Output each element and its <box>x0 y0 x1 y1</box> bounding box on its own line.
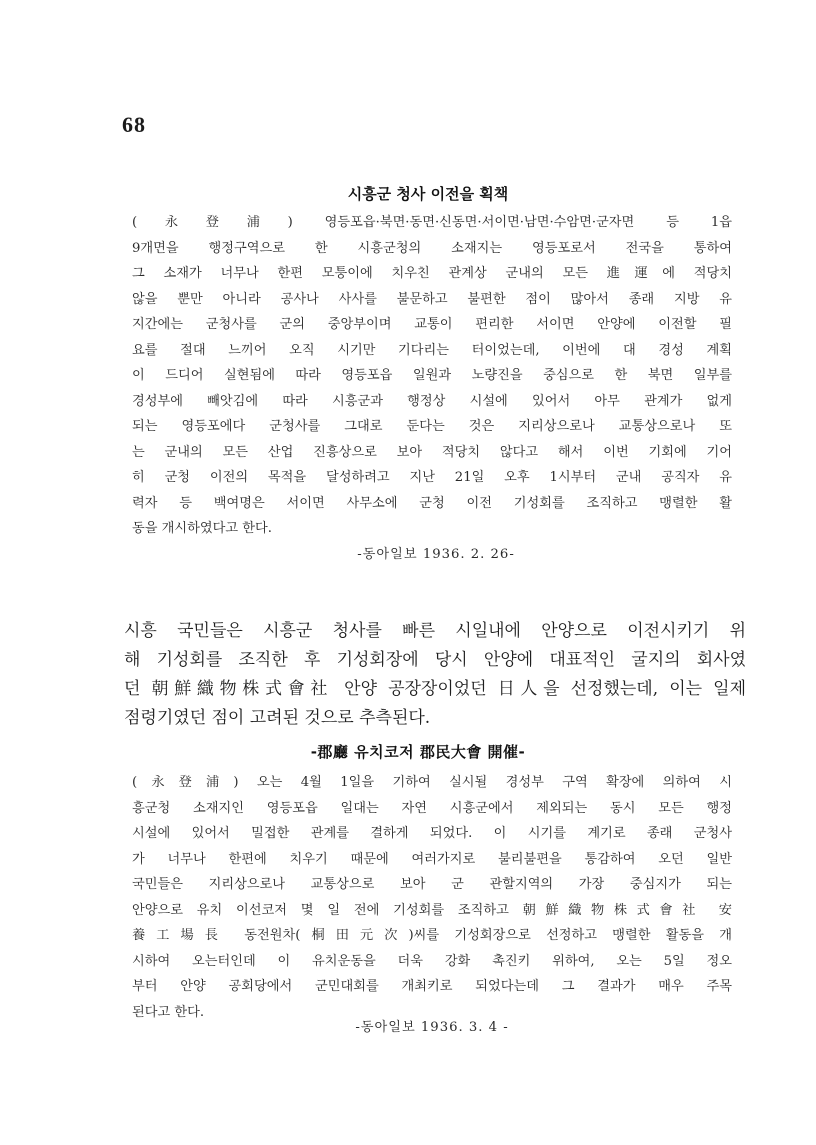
article-line: 가 너무나 한편에 치우기 때문에 여러가지로 불리불편을 통감하여 오던 일반 <box>132 851 732 867</box>
article-line: 이 드디어 실현됨에 따라 영등포읍 일원과 노량진을 중심으로 한 북면 일부를 <box>132 368 732 383</box>
article-line: 안양으로 유치 이선코저 몇 일 전에 기성회를 조직하고 朝鮮織物株式會社 安 <box>132 902 732 918</box>
article-line: 경성부에 빼앗김에 따라 시흥군과 행정상 시설에 있어서 아무 관계가 없게 <box>132 393 732 409</box>
article-line: (永登浦) 오는 4월 1일을 기하여 실시될 경성부 구역 확장에 의하여 시 <box>132 775 732 790</box>
article-line: 9개면을 행정구역으로 한 시흥군청의 소재지는 영등포로서 전국을 통하여 <box>132 240 732 256</box>
article-source: -동아일보 1936. 3. 4 - <box>355 1020 509 1035</box>
article-body <box>132 770 732 1025</box>
article-line: 養工場長 동전원차(桐田元次)씨를 기성회장으로 선정하고 맹렬한 활동을 개 <box>132 928 732 943</box>
commentary-line: 시흥 국민들은 시흥군 청사를 빠른 시일내에 안양으로 이전시키기 위 <box>124 621 746 641</box>
article-body <box>132 210 732 542</box>
article-line: 시설에 있어서 밀접한 관계를 결하게 되었다. 이 시기를 계기로 종래 군청사 <box>132 826 732 841</box>
article-title: -郡廳 유치코저 郡民大會 開催- <box>310 743 526 761</box>
article-source: -동아일보 1936. 2. 26- <box>357 547 515 562</box>
article-line: 부터 안양 공회당에서 군민대회를 개최키로 되었다는데 그 결과가 매우 주목 <box>132 979 732 994</box>
article-line: 동을 개시하였다고 한다. <box>132 521 272 536</box>
article-line: (永登浦) 영등포읍·북면·동면·신동면·서이면·남면·수암면·군자면 등 1읍 <box>132 215 732 230</box>
page-number: 68 <box>122 112 146 137</box>
article-line: 시하여 오는터인데 이 유치운동을 더욱 강화 촉진키 위하여, 오는 5일 정오 <box>132 953 732 969</box>
article-line: 된다고 한다. <box>132 1004 205 1020</box>
article-line: 국민들은 지리상으로나 교통상으로 보아 군 관할지역의 가장 중심지가 되는 <box>132 877 732 892</box>
article-line: 않을 뿐만 아니라 공사나 사사를 불문하고 불편한 점이 많아서 종래 지방 유 <box>132 291 732 307</box>
commentary-line: 던 朝鮮織物株式會社 안양 공장장이었던 日人을 선정했는데, 이는 일제 <box>124 679 746 699</box>
commentary-paragraph <box>124 617 746 733</box>
article-title: 시흥군 청사 이전을 획책 <box>347 185 509 203</box>
article-line: 요를 절대 느끼어 오직 시기만 기다리는 터이었는데, 이번에 대 경성 계획 <box>132 342 732 358</box>
commentary-line: 점령기였던 점이 고려된 것으로 추측된다. <box>124 708 431 728</box>
article-line: 되는 영등포에다 군청사를 그대로 둔다는 것은 지리상으로나 교통상으로나 또 <box>132 419 732 434</box>
article-line: 히 군청 이전의 목적을 달성하려고 지난 21일 오후 1시부터 군내 공직자 유 <box>132 470 732 485</box>
article-line: 그 소재가 너무나 한편 모퉁이에 치우친 관계상 군내의 모든 進運에 적당치 <box>132 266 732 281</box>
article-line: 력자 등 백여명은 서이면 사무소에 군청 이전 기성회를 조직하고 맹렬한 활 <box>132 495 732 511</box>
article-line: 는 군내의 모든 산업 진흥상으로 보아 적당치 않다고 해서 이번 기회에 기어 <box>132 444 732 460</box>
article-line: 지간에는 군청사를 군의 중앙부이며 교통이 편리한 서이면 안양에 이전할 필 <box>132 317 732 332</box>
article-line: 흥군청 소재지인 영등포읍 일대는 자연 시흥군에서 제외되는 동시 모든 행정 <box>132 800 732 816</box>
commentary-line: 해 기성회를 조직한 후 기성회장에 당시 안양에 대표적인 굴지의 회사였 <box>124 650 746 670</box>
